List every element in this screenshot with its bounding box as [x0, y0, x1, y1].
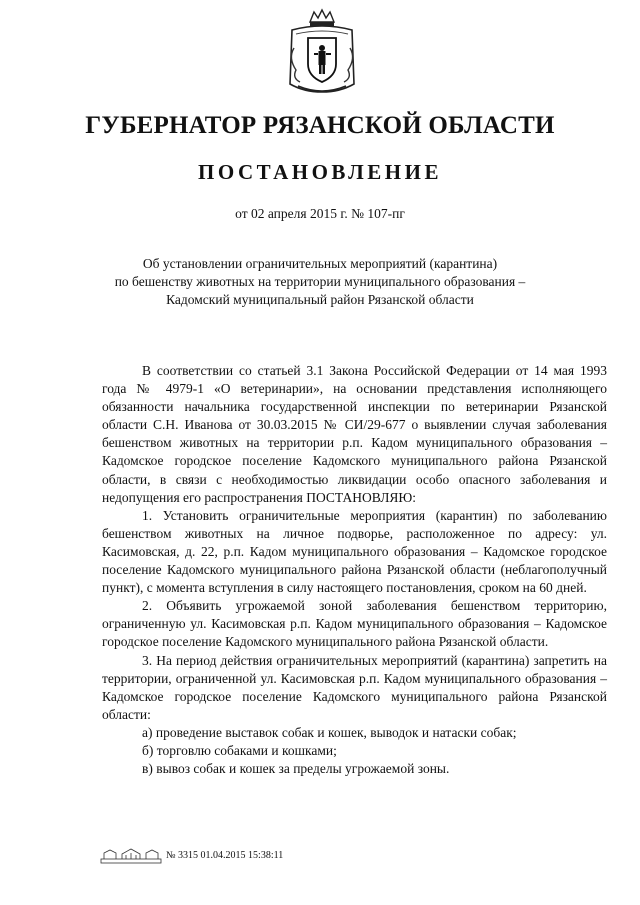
document-date-number: от 02 апреля 2015 г. № 107-пг: [235, 206, 405, 221]
registration-number: № 3315 01.04.2015 15:38:11: [166, 850, 284, 861]
document-type: ПОСТАНОВЛЕНИЕ: [198, 160, 442, 184]
subject-line-3: Кадомский муниципальный район Рязанской области: [166, 292, 474, 307]
clause-1: 1. Установить ограничительные мероприятия (карантин) по заболеванию бешенством животных на личное подворье, расположенное по адресу: ул. Касимовская, д. 22, р.п. Кадом муниципального образования – Кадомское городское поселение Кадомского муниципального района Рязанской области (неблагополучный пункт), с момента вступления в силу настоящего постановления, сроком на 60 дней.: [102, 507, 607, 596]
subject-line-2: по бешенству животных на территории муниципального образования –: [114, 274, 526, 289]
registration-stamp-icon: [100, 847, 162, 865]
clause-2: 2. Объявить угрожаемой зоной заболевания бешенством территорию, ограниченную ул. Касимовская р.п. Кадом муниципального образования – Кадомское городское поселение Кадомского муниципального района Рязанской области.: [102, 598, 607, 650]
document-subject: [90, 255, 550, 309]
registration-footer: [100, 847, 360, 867]
clause-3: 3. На период действия ограничительных мероприятий (карантина) запретить на территории, ограниченной ул. Касимовская р.п. Кадом муниципального образования – Кадомское городское поселение Кадомского муниципального района Рязанской области:: [102, 652, 607, 722]
coat-of-arms-emblem: [284, 8, 360, 96]
preamble-paragraph: В соответствии со статьей 3.1 Закона Российской Федерации от 14 мая 1993 года № 4979-1 «О ветеринарии», на основании представления исполняющего обязанности начальника государственной инспекции по ветеринарии Рязанской области С.Н. Иванова от 30.03.2015 № СИ/29-677 о выявлении случая заболевания бешенством животных на территории р.п. Кадом муниципального образования – Кадомское городское поселение Кадомского муниципального района Рязанской области, в связи с необходимостью ликвидации особо опасного заболевания и недопущения его распространения ПОСТАНОВЛЯЮ:: [102, 363, 607, 505]
clause-3a: а) проведение выставок собак и кошек, выводок и натаски собак;: [142, 724, 517, 740]
subject-line-1: Об установлении ограничительных мероприятий (карантина): [142, 256, 498, 271]
document-body: [102, 362, 607, 778]
clause-3c: в) вывоз собак и кошек за пределы угрожаемой зоны.: [142, 761, 450, 777]
governor-title: ГУБЕРНАТОР РЯЗАНСКОЙ ОБЛАСТИ: [85, 112, 555, 139]
clause-3b: б) торговлю собаками и кошками;: [142, 742, 337, 758]
